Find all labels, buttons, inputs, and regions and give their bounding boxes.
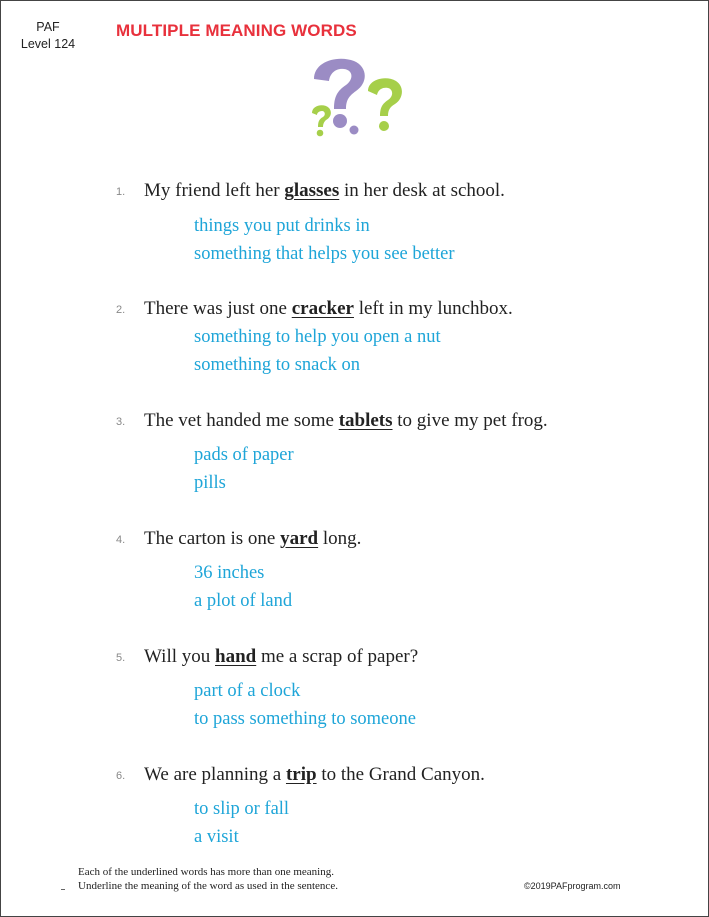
meaning-option[interactable]: something to help you open a nut xyxy=(194,327,441,347)
underlined-keyword: yard xyxy=(280,528,319,549)
item-number: 6. xyxy=(116,770,126,782)
meaning-option[interactable]: to slip or fall xyxy=(194,799,290,819)
item-sentence: There was just one cracker left in my lunchbox. xyxy=(144,298,513,319)
meaning-option[interactable]: things you put drinks in xyxy=(194,216,370,236)
underlined-keyword: cracker xyxy=(291,298,354,319)
underlined-keyword: tablets xyxy=(338,410,393,431)
item-number: 2. xyxy=(116,304,126,316)
item-number: 1. xyxy=(116,186,126,198)
instructions xyxy=(78,865,338,893)
meaning-option[interactable]: pills xyxy=(194,473,226,493)
meaning-option[interactable]: something that helps you see better xyxy=(194,244,455,264)
program-level: Level 124 xyxy=(20,37,76,51)
meaning-option[interactable]: part of a clock xyxy=(194,681,301,701)
instruction-line: Underline the meaning of the word as used in the sentence. xyxy=(78,880,338,892)
question-marks-icon xyxy=(306,57,406,137)
item-sentence: Will you hand me a scrap of paper? xyxy=(144,646,419,667)
underlined-keyword: glasses xyxy=(284,180,340,201)
meaning-option[interactable]: a visit xyxy=(194,827,239,847)
meaning-option[interactable]: 36 inches xyxy=(194,563,265,583)
instruction-line: Each of the underlined words has more than one meaning. xyxy=(78,866,334,878)
item-number: 4. xyxy=(116,534,126,546)
item-sentence: My friend left her glasses in her desk at school. xyxy=(144,180,505,201)
meaning-option[interactable]: something to snack on xyxy=(194,355,360,375)
meaning-option[interactable]: a plot of land xyxy=(194,591,293,611)
meaning-option[interactable]: to pass something to someone xyxy=(194,709,416,729)
item-number: 5. xyxy=(116,652,126,664)
item-sentence: The carton is one yard long. xyxy=(144,528,362,549)
meaning-option[interactable]: pads of paper xyxy=(194,445,294,465)
item-sentence: We are planning a trip to the Grand Canyon. xyxy=(144,764,485,785)
copyright-notice: ©2019PAFprogram.com xyxy=(524,881,621,891)
divider-mark xyxy=(61,889,65,890)
item-sentence: The vet handed me some tablets to give my pet frog. xyxy=(144,410,548,431)
item-number: 3. xyxy=(116,416,126,428)
underlined-keyword: hand xyxy=(215,646,257,667)
program-label xyxy=(19,19,77,53)
page-title: MULTIPLE MEANING WORDS xyxy=(116,21,357,40)
underlined-keyword: trip xyxy=(285,764,317,785)
program-name: PAF xyxy=(36,20,60,34)
